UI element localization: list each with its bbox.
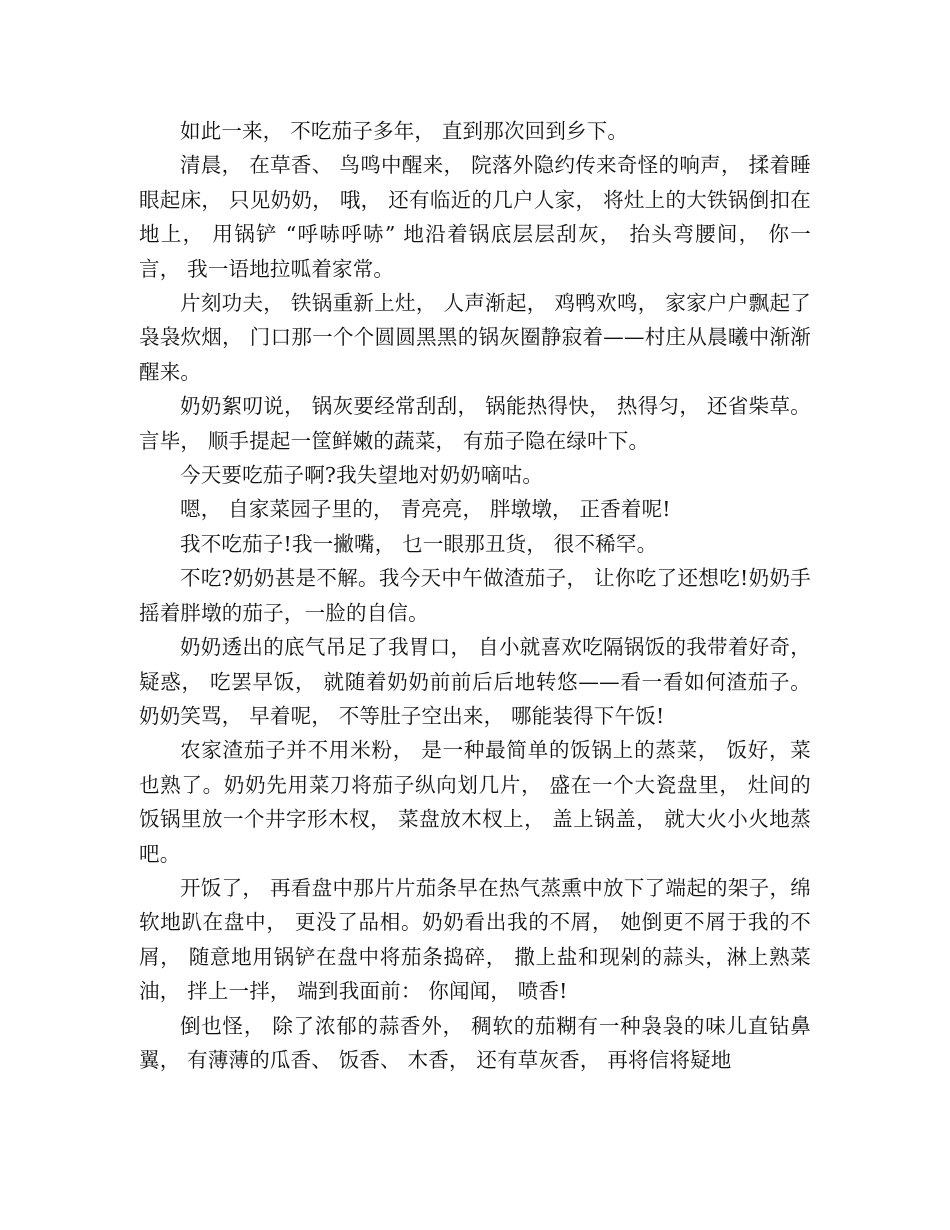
paragraph-7: 我不吃茄子!我一撇嘴， 乜一眼那丑货， 很不稀罕。 [180, 531, 658, 556]
paragraph-5: 今天要吃茄子啊?我失望地对奶奶嘀咕。 [180, 463, 544, 488]
paragraph-10: 农家渣茄子并不用米粉， 是一种最简单的饭锅上的蒸菜， 饭好，菜也熟了。奶奶先用菜刀将茄子纵向划几片， 盛在一个大瓷盘里， 灶间的饭锅里放一个井字形木杈， 菜盘放木杈上， 盖上锅盖， 就大火小火地蒸吧。 [139, 738, 811, 866]
paragraph-1: 如此一来， 不吃茄子多年， 直到那次回到乡下。 [180, 119, 629, 143]
paragraph-9: 奶奶透出的底气吊足了我胃口， 自小就喜欢吃隔锅饭的我带着好奇，疑惑， 吃罢早饭， 就随着奶奶前前后后地转悠——看一看如何渣茄子。奶奶笑骂， 早着呢， 不等肚子空出来， 哪能装得下午饭! [139, 635, 811, 728]
paragraph-6: 嗯， 自家菜园子里的， 青亮亮， 胖墩墩， 正香着呢! [180, 497, 671, 522]
paragraph-11: 开饭了， 再看盘中那片片茄条早在热气蒸熏中放下了端起的架子，绵软地趴在盘中， 更没了品相。奶奶看出我的不屑， 她倒更不屑于我的不屑， 随意地用锅铲在盘中将茄条捣碎， 撒上盐和现剁的蒜头，淋上熟菜油， 拌上一拌， 端到我面前： 你闻闻， 喷香! [139, 875, 811, 1004]
document-body [139, 114, 811, 1077]
paragraph-8: 不吃?奶奶甚是不解。我今天中午做渣茄子， 让你吃了还想吃!奶奶手摇着胖墩的茄子，一脸的自信。 [139, 566, 811, 625]
paragraph-4: 奶奶絮叨说， 锅灰要经常刮刮， 锅能热得快， 热得匀， 还省柴草。言毕， 顺手提起一筐鲜嫩的蔬菜， 有茄子隐在绿叶下。 [139, 394, 811, 453]
paragraph-12: 倒也怪， 除了浓郁的蒜香外， 稠软的茄糊有一种袅袅的味儿直钻鼻翼， 有薄薄的瓜香、 饭香、 木香， 还有草灰香， 再将信将疑地 [139, 1013, 811, 1072]
paragraph-3: 片刻功夫， 铁锅重新上灶， 人声渐起， 鸡鸭欢鸣， 家家户户飘起了袅袅炊烟， 门口那一个个圆圆黑黑的锅灰圈静寂着——村庄从晨曦中渐渐醒来。 [139, 291, 811, 384]
paragraph-2: 清晨， 在草香、 鸟鸣中醒来， 院落外隐约传来奇怪的响声， 揉着睡眼起床， 只见奶奶， 哦， 还有临近的几户人家， 将灶上的大铁锅倒扣在地上， 用锅铲 “呼哧呼哧” 地沿着锅底层层刮灰， 抬头弯腰间， 你一言， 我一语地拉呱着家常。 [139, 153, 811, 281]
